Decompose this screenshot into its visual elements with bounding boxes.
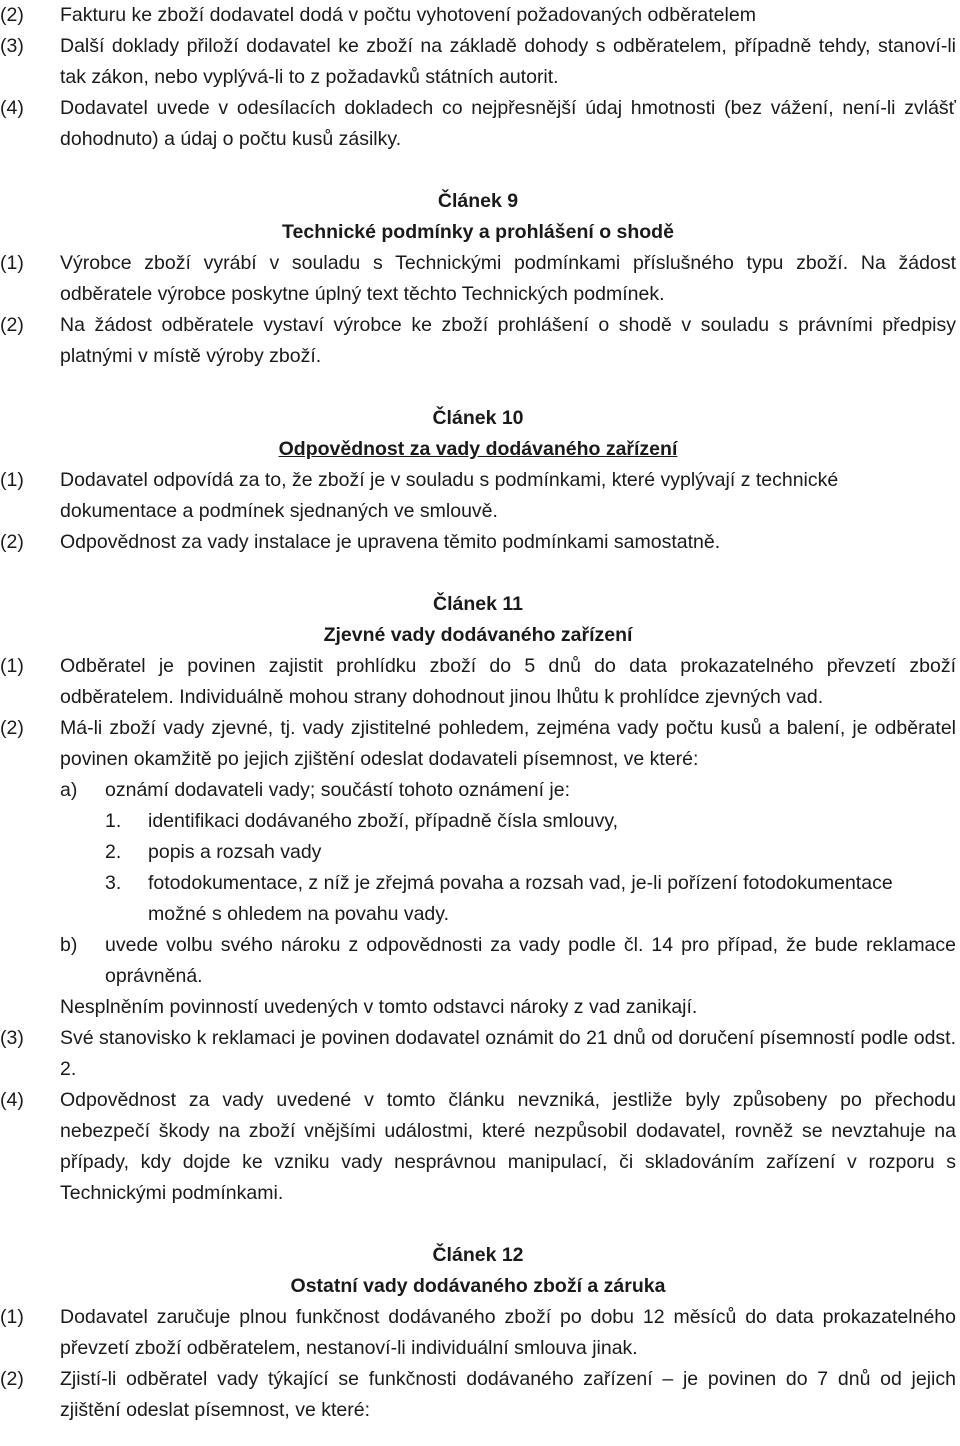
list-item [105, 806, 956, 837]
paragraph-number: (1) [0, 252, 24, 274]
article-subtitle-text: Odpovědnost za vady dodávaného zařízení [278, 438, 678, 460]
paragraph [0, 248, 956, 310]
paragraph-text: Na žádost odběratele vystaví výrobce ke zboží prohlášení o shodě v souladu s právními předpisy platnými v místě výroby zboží. [60, 314, 956, 367]
paragraph [0, 1085, 956, 1209]
list-label: b) [60, 934, 78, 956]
paragraph-tail: Nesplněním povinností uvedených v tomto odstavci nároky z vad zanikají. [60, 996, 698, 1018]
paragraph [0, 31, 956, 93]
paragraph-text: Své stanovisko k reklamaci je povinen dodavatel oznámit do 21 dnů od doručení písemností podle odst. 2. [60, 1027, 956, 1080]
spacer [0, 372, 956, 403]
paragraph-number: (2) [0, 717, 24, 739]
list-text: fotodokumentace, z níž je zřejmá povaha a rozsah vad, je-li pořízení fotodokumentace možné s ohledem na povahu vady. [148, 872, 893, 925]
paragraph-number: (2) [0, 1368, 24, 1390]
article-title: Článek 9 [437, 190, 519, 212]
list-text: uvede volbu svého nároku z odpovědnosti za vady podle čl. 14 pro případ, že bude reklamace oprávněná. [105, 934, 956, 987]
paragraph-text: Další doklady přiloží dodavatel ke zboží na základě dohody s odběratelem, případně tehdy, stanoví-li tak zákon, nebo vyplývá-li to z požadavků státních autorit. [60, 35, 956, 88]
list-item [105, 837, 956, 868]
paragraph-text: Zjistí-li odběratel vady týkající se funkčnosti dodávaného zařízení – je povinen do 7 dnů od jejich zjištění odeslat písemnost, ve které: [60, 1368, 956, 1421]
paragraph-text: Odpovědnost za vady uvedené v tomto článku nevzniká, jestliže byly způsobeny po přechodu nebezpečí škody na zboží vnějšími událostmi, které nezpůsobil dodavatel, rovněž se nevztahuje na případy, kdy dojde ke vzniku vady nesprávnou manipulací, či skladováním zařízení v rozporu s Technickými podmínkami. [60, 1089, 956, 1204]
article-subtitle: Technické podmínky a prohlášení o shodě [282, 221, 674, 243]
paragraph-number: (1) [0, 1306, 24, 1328]
article-subtitle [0, 434, 956, 465]
list-text: identifikaci dodávaného zboží, případně čísla smlouvy, [148, 810, 619, 832]
list-label: a) [60, 779, 78, 801]
article-subtitle: Ostatní vady dodávaného zboží a záruka [290, 1275, 666, 1297]
paragraph-text: Fakturu ke zboží dodavatel dodá v počtu vyhotovení požadovaných odběratelem [60, 4, 756, 26]
spacer [0, 558, 956, 589]
list-label: 3. [105, 872, 122, 894]
paragraph [0, 0, 956, 31]
list-label: 1. [105, 810, 122, 832]
paragraph-number: (3) [0, 1027, 24, 1049]
list-item [105, 868, 956, 930]
paragraph-text: Odpovědnost za vady instalace je upravena těmito podmínkami samostatně. [60, 531, 721, 553]
paragraph-number: (1) [0, 655, 24, 677]
list-text: oznámí dodavateli vady; součástí tohoto oznámení je: [105, 779, 571, 801]
paragraph-number: (1) [0, 469, 24, 491]
paragraph-number: (2) [0, 4, 24, 26]
paragraph [0, 465, 956, 527]
paragraph-number: (2) [0, 531, 24, 553]
spacer [0, 155, 956, 186]
paragraph [0, 527, 956, 558]
paragraph-text: Dodavatel zaručuje plnou funkčnost dodávaného zboží po dobu 12 měsíců do data prokazatelného převzetí zboží odběratelem, nestanoví-li individuální smlouva jinak. [60, 1306, 956, 1359]
spacer [0, 1209, 956, 1240]
paragraph-text: Výrobce zboží vyrábí v souladu s Technickými podmínkami příslušného typu zboží. Na žádost odběratele výrobce poskytne úplný text těchto Technických podmínek. [60, 252, 956, 305]
list-item [60, 775, 956, 930]
paragraph [0, 1302, 956, 1364]
paragraph-text: Odběratel je povinen zajistit prohlídku zboží do 5 dnů do data prokazatelného převzetí zboží odběratelem. Individuálně mohou strany dohodnout jinou lhůtu k prohlídce zjevných vad. [60, 655, 956, 708]
paragraph-text: Dodavatel odpovídá za to, že zboží je v souladu s podmínkami, které vyplývají z technické dokumentace a podmínek sjednaných ve smlouvě. [60, 469, 839, 522]
paragraph [0, 1023, 956, 1085]
paragraph-number: (3) [0, 35, 24, 57]
paragraph-number: (2) [0, 314, 24, 336]
paragraph-number: (4) [0, 1089, 24, 1111]
paragraph [0, 1364, 956, 1426]
article-title: Článek 12 [432, 1244, 524, 1266]
paragraph-text: Dodavatel uvede v odesílacích dokladech co nejpřesnější údaj hmotnosti (bez vážení, není-li zvlášť dohodnuto) a údaj o počtu kusů zásilky. [60, 97, 956, 150]
paragraph [0, 651, 956, 713]
article-subtitle: Zjevné vady dodávaného zařízení [323, 624, 633, 646]
article-title: Článek 10 [432, 407, 524, 429]
list-label: 2. [105, 841, 122, 863]
paragraph [0, 93, 956, 155]
list-item [60, 930, 956, 992]
paragraph-number: (4) [0, 97, 24, 119]
paragraph-text: Má-li zboží vady zjevné, tj. vady zjistitelné pohledem, zejména vady počtu kusů a balení, je odběratel povinen okamžitě po jejich zjištění odeslat dodavateli písemnost, ve které: [60, 717, 956, 770]
paragraph [0, 310, 956, 372]
article-title: Článek 11 [433, 593, 523, 615]
list-text: popis a rozsah vady [148, 841, 322, 863]
paragraph [0, 713, 956, 1023]
